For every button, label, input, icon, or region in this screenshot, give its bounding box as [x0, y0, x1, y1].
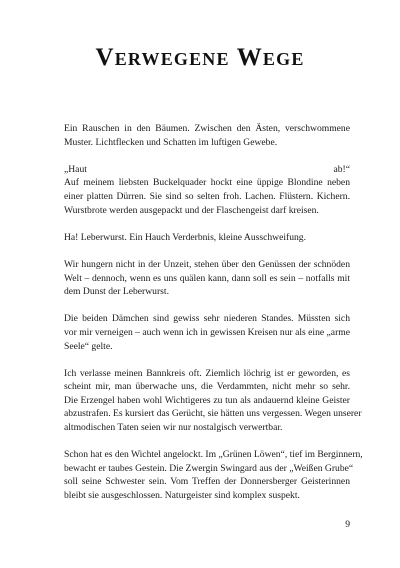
paragraph — [64, 312, 350, 353]
paragraph — [64, 448, 363, 502]
paragraph — [64, 163, 350, 217]
text-line: bleibt sie ausgeschlossen. Naturgeister sind komplex suspekt. — [64, 490, 300, 502]
text-line: Schon hat es den Wichtel angelockt. Im „Grünen Löwen“, tief im Berginnern, — [64, 449, 363, 461]
text-line: Die beiden Dämchen sind gewiss sehr niederen Standes. Müssten sich — [64, 313, 350, 325]
text-line: bewacht er taubes Gestein. Die Zwergin Swingard aus der „Weißen Grube“ — [64, 462, 354, 474]
paragraph — [64, 258, 350, 299]
text-line: Ich verlasse meinen Bannkreis oft. Ziemlich löchrig ist er geworden, es — [64, 367, 350, 379]
text-line: „Haut ab!“ — [64, 163, 350, 175]
body-text — [64, 122, 363, 516]
page-number: 9 — [345, 519, 350, 530]
text-line: Ha! Leberwurst. Ein Hauch Verderbnis, kleine Ausschweifung. — [64, 231, 306, 243]
text-line: Welt – dennoch, wenn es uns quälen kann, dann soll es sein – notfalls mit — [64, 272, 350, 284]
text-line: Wir hungern nicht in der Unzeit, stehen über den Genüssen der schnöden — [64, 258, 350, 270]
text-line: Seele“ gelte. — [64, 340, 113, 352]
text-line: scheint mir, man überwache uns, die Verdammten, nicht mehr so sehr. — [64, 381, 350, 393]
text-line: soll seine Schwester sein. Vom Treffen der Donnersberger Geisterinnen — [64, 476, 350, 488]
text-line: altmodischen Taten seien wir nur nostalgisch verwertbar. — [64, 422, 283, 434]
text-line: abzustrafen. Es kursiert das Gerücht, sie hätten uns vergessen. Wegen unserer — [64, 408, 362, 420]
text-line: Ein Rauschen in den Bäumen. Zwischen den Ästen, verschwommene — [64, 123, 350, 134]
paragraph — [64, 367, 362, 435]
text-line: Die Erzengel haben wohl Wichtigeres zu tun als andauernd kleine Geister — [64, 394, 350, 406]
chapter-title: Verwegene Wege — [95, 44, 305, 71]
text-line: einer platten Dürren. Sie sind so selten froh. Lachen. Flüstern. Kichern. — [64, 190, 350, 202]
paragraph — [64, 122, 350, 149]
text-line: Auf meinem liebsten Buckelquader hockt eine üppige Blondine neben — [64, 177, 350, 189]
text-line: dem Dunst der Leberwurst. — [64, 286, 169, 298]
text-line: Wurstbrote werden ausgepackt und der Flaschengeist darf kreisen. — [64, 204, 319, 216]
paragraph — [64, 231, 350, 245]
text-line: Muster. Lichtflecken und Schatten im luftigen Gewebe. — [64, 136, 278, 148]
text-line: vor mir verneigen – auch wenn ich in gewissen Kreisen nur als eine „arme — [64, 326, 350, 338]
